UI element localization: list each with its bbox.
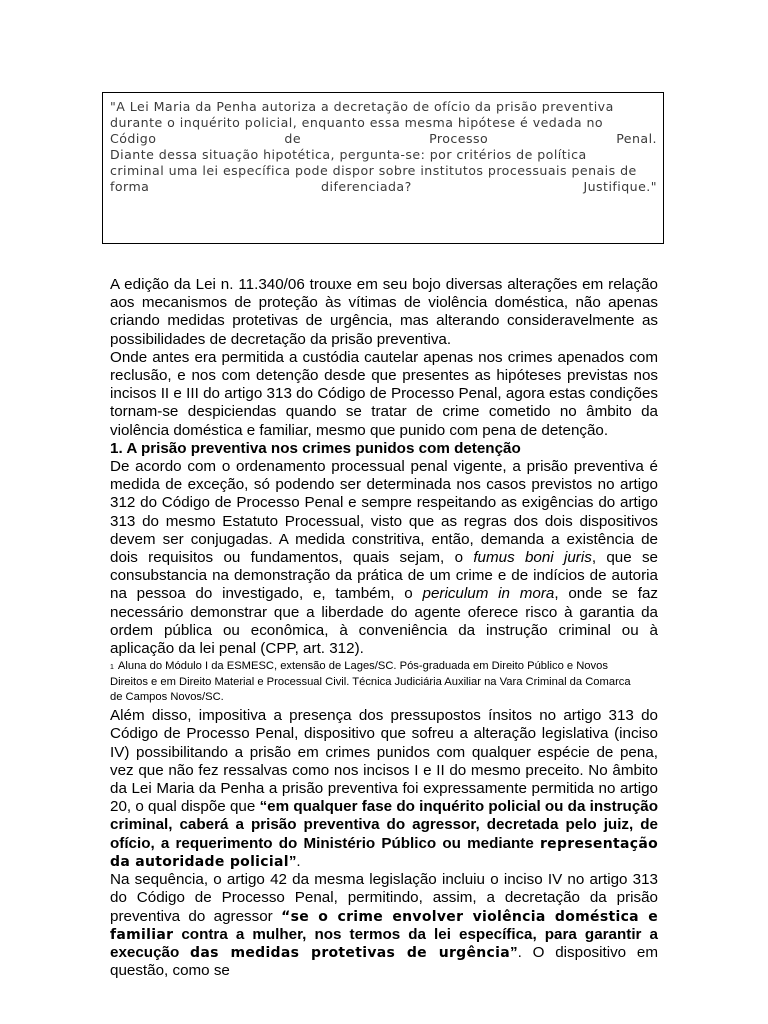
legal-quote: “em qualquer fase do inquérito policial ou da instrução criminal, caberá a prisão preventiva do agressor, decretada pelo juiz, de ofício, a requerimento do Ministério Público ou mediante [110, 798, 659, 852]
question-text [110, 99, 657, 195]
legal-quote: das medidas protetivas de urgência [190, 944, 511, 961]
legal-quote: “se o crime envolver violência doméstica e familiar [110, 908, 658, 943]
question-word: Justifique." [583, 179, 657, 194]
paragraph-text: Na sequência, o artigo 42 da mesma legislação incluiu o inciso IV no artigo 313 do Código de Processo Penal, permitindo, assim, a decretação da prisão preventiva do agressor [110, 871, 658, 925]
question-word: forma [110, 179, 150, 194]
paragraph-text: , que se consubstancia na demonstração da prática de um crime e de indícios de autoria na pessoa do investigado, e, também, o [110, 549, 658, 603]
paragraph-text: , onde se faz necessário demonstrar que a liberdade do agente oferece risco à garantia da ordem pública ou econômica, à conveniência da instrução criminal ou à aplicação da lei penal (CPP, art. 312). [110, 585, 659, 658]
footnote [110, 659, 658, 705]
italic-term: fumus boni juris [473, 549, 592, 567]
question-word: Código [110, 131, 157, 146]
paragraph-text: Além disso, impositiva a presença dos pressupostos ínsitos no artigo 313 do Código de Processo Penal, dispositivo que sofreu a alteração legislativa (inciso IV) possibilitando a prisão em crimes punidos com qualquer espécie de pena, vez que não fez ressalvas como nos incisos I e II do mesmo preceito. No âmbito da Lei Maria da Penha a prisão preventiva foi expressamente permitida no artigo 20, o qual dispõe que [110, 707, 658, 816]
question-line: criminal uma lei específica pode dispor sobre institutos processuais penais de [110, 163, 637, 178]
footnote-mark: 1 [110, 664, 114, 672]
question-line: Diante dessa situação hipotética, pergunta-se: por critérios de política [110, 147, 587, 162]
paragraph-text: De acordo com o ordenamento processual penal vigente, a prisão preventiva é medida de exceção, só podendo ser determinada nos casos previstos no artigo 312 do Código de Processo Penal e sempre respeitando as exigências do artigo 313 do mesmo Estatuto Processual, visto que as regras dos dois dispositivos devem ser conjugadas. A medida constritiva, então, demanda a existência de dois requisitos ou fundamentos, quais sejam, o [110, 458, 658, 567]
question-word: Penal. [616, 131, 657, 146]
question-line: durante o inquérito policial, enquanto essa mesma hipótese é vedada no [110, 115, 604, 130]
paragraph [110, 871, 658, 980]
footnote-line: de Campos Novos/SC. [110, 691, 224, 704]
legal-quote: contra a mulher, nos termos da lei específica, para garantir a execução [110, 925, 658, 961]
footnote-line [110, 659, 658, 675]
italic-term: periculum in mora [422, 585, 555, 603]
paragraph-text: . O dispositivo em questão, como se [110, 943, 658, 980]
footnote-text: Aluna do Módulo I da ESMESC, extensão de Lages/SC. Pós-graduada em Direito Público e Novos [117, 660, 608, 673]
legal-quote: ” [288, 852, 297, 870]
question-line [110, 179, 657, 195]
question-word: Processo [429, 131, 489, 146]
article-body [110, 276, 658, 980]
question-line: "A Lei Maria da Penha autoriza a decretação de ofício da prisão preventiva [110, 99, 614, 114]
legal-quote: ” [510, 943, 518, 961]
paragraph-text: . [296, 852, 301, 870]
paragraph: A edição da Lei n. 11.340/06 trouxe em seu bojo diversas alterações em relação aos mecanismos de proteção às vítimas de violência doméstica, não apenas criando medidas protetivas de urgência, mas alterando consideravelmente as possibilidades de decretação da prisão preventiva. [110, 276, 658, 348]
section-heading: 1. A prisão preventiva nos crimes punidos com detenção [110, 439, 521, 457]
footnote-line: Direitos e em Direito Material e Processual Civil. Técnica Judiciária Auxiliar na Vara Criminal da Comarca [110, 676, 631, 689]
question-box [102, 92, 664, 244]
question-line [110, 131, 657, 147]
legal-quote: representação da autoridade policial [110, 835, 658, 870]
paragraph [110, 707, 658, 871]
paragraph: Onde antes era permitida a custódia cautelar apenas nos crimes apenados com reclusão, e nos com detenção desde que presentes as hipóteses previstas nos incisos II e III do artigo 313 do Código de Processo Penal, agora estas condições tornam-se despiciendas quando se tratar de crime cometido no âmbito da violência doméstica e familiar, mesmo que punido com pena de detenção. [110, 348, 658, 439]
question-word: de [284, 131, 302, 146]
paragraph [110, 458, 658, 658]
question-word: diferenciada? [321, 179, 412, 194]
